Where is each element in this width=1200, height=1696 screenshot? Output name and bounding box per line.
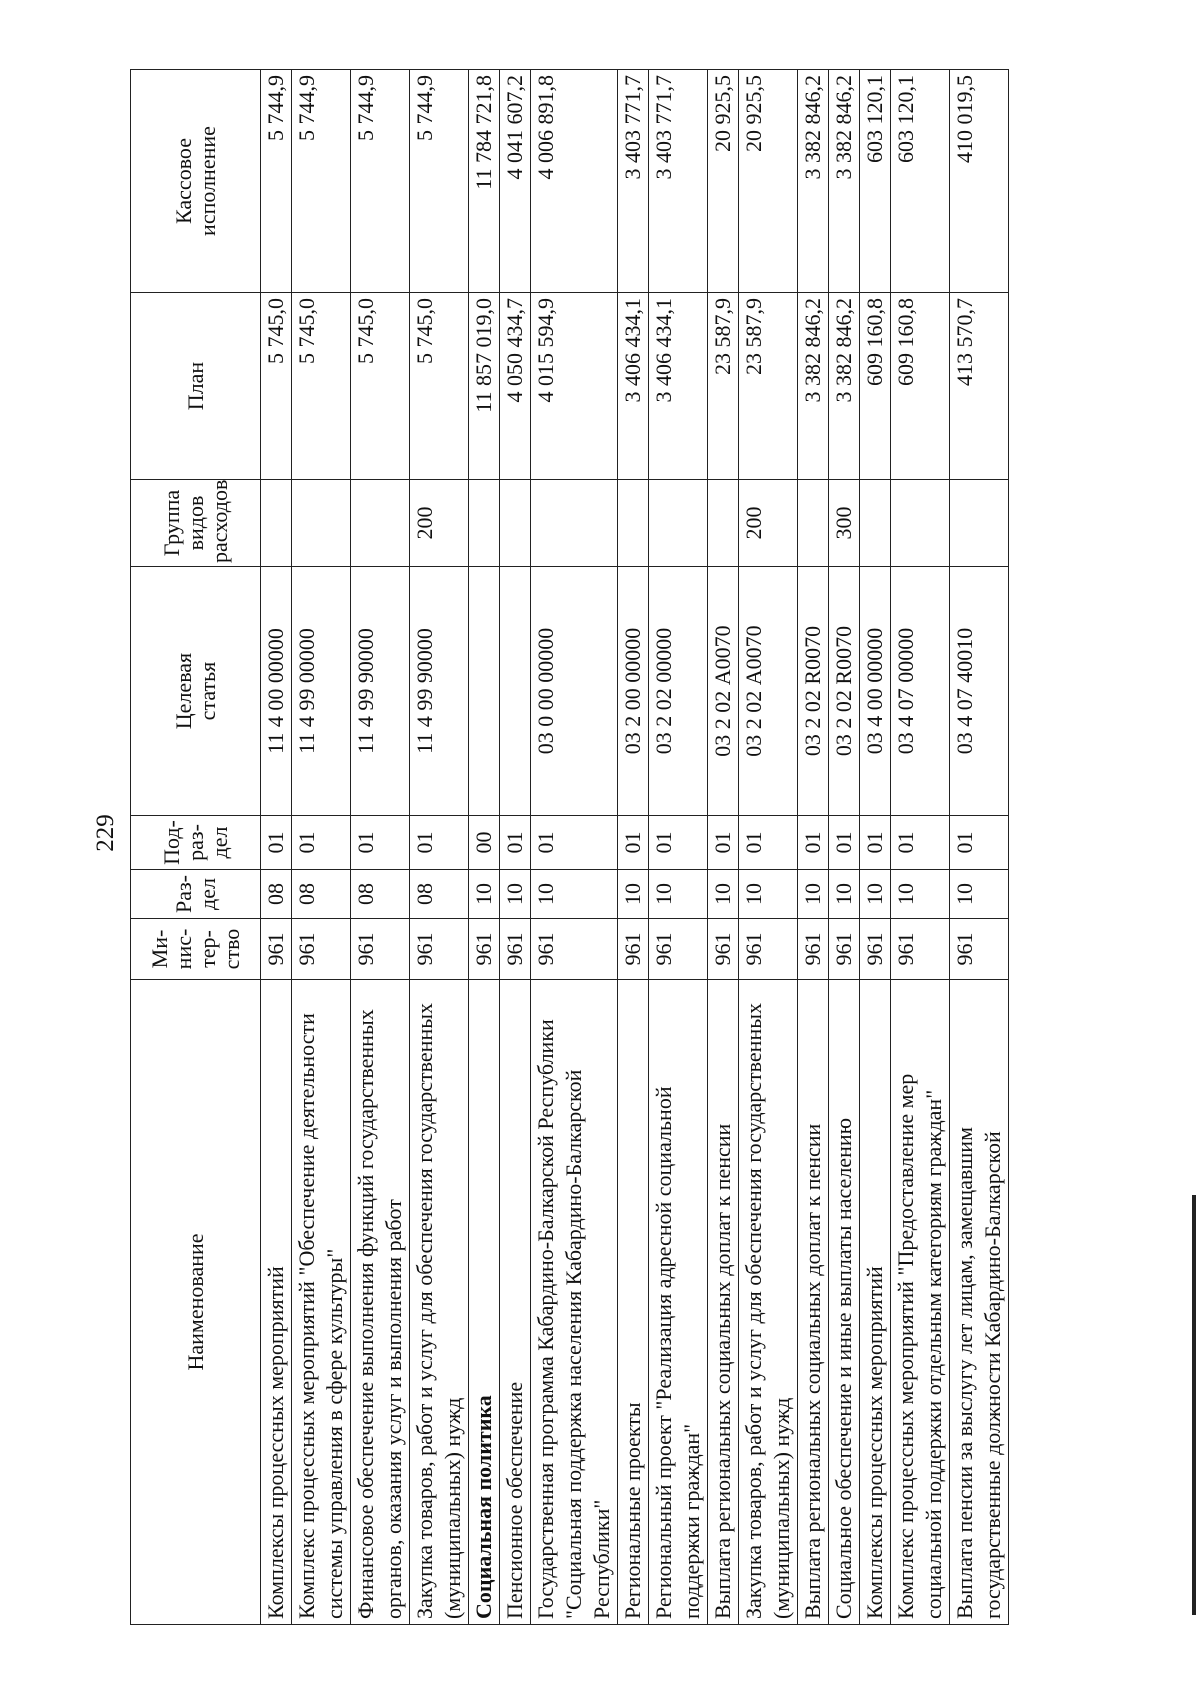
header-name xyxy=(131,980,261,1625)
cell-section: 08 xyxy=(261,870,292,919)
header-plan xyxy=(131,293,261,480)
cell-plan: 5 745,0 xyxy=(292,293,351,480)
header-label: Группа видов расходов xyxy=(158,479,232,563)
cell-ministry: 961 xyxy=(739,919,798,980)
table-row xyxy=(739,70,798,1625)
cell-group xyxy=(860,480,891,567)
cell-plan: 11 857 019,0 xyxy=(469,293,500,480)
cell-target: 11 4 00 00000 xyxy=(261,567,292,816)
cell-ministry: 961 xyxy=(351,919,410,980)
cell-ministry: 961 xyxy=(950,919,1009,980)
cell-ministry: 961 xyxy=(469,919,500,980)
cell-plan: 5 745,0 xyxy=(410,293,469,480)
cell-section: 10 xyxy=(531,870,618,919)
header-label: Ми- нис- тер- ство xyxy=(146,928,244,970)
table-row xyxy=(649,70,708,1625)
cell-target xyxy=(469,567,500,816)
cell-target: 03 4 07 40010 xyxy=(950,567,1009,816)
header-label: Раз- дел xyxy=(170,874,220,914)
cell-plan: 609 160,8 xyxy=(860,293,891,480)
cell-subsection: 01 xyxy=(739,816,798,870)
cell-subsection: 01 xyxy=(829,816,860,870)
cell-group: 200 xyxy=(739,480,798,567)
cell-section: 10 xyxy=(798,870,829,919)
cell-subsection: 01 xyxy=(531,816,618,870)
table-row xyxy=(292,70,351,1625)
cell-name: Выплата региональных социальных доплат к пенсии xyxy=(708,980,739,1625)
cell-target: 03 2 02 R0070 xyxy=(829,567,860,816)
cell-subsection: 01 xyxy=(292,816,351,870)
cell-name: Закупка товаров, работ и услуг для обеспечения государственных (муниципальных) нужд xyxy=(410,980,469,1625)
cell-ministry: 961 xyxy=(531,919,618,980)
cell-name: Региональные проекты xyxy=(618,980,649,1625)
cell-group xyxy=(351,480,410,567)
header-label: Под- раз- дел xyxy=(158,820,232,865)
header-section xyxy=(131,870,261,919)
table-row xyxy=(829,70,860,1625)
cell-name: Выплата пенсии за выслугу лет лицам, замещавшим государственные должности Кабардино-Балкарской xyxy=(950,980,1009,1625)
cell-group xyxy=(500,480,531,567)
cell-plan: 23 587,9 xyxy=(739,293,798,480)
cell-section: 10 xyxy=(950,870,1009,919)
cell-subsection: 01 xyxy=(500,816,531,870)
cell-cash: 20 925,5 xyxy=(708,70,739,293)
cell-subsection: 01 xyxy=(950,816,1009,870)
cell-target: 03 2 00 00000 xyxy=(618,567,649,816)
table-row xyxy=(261,70,292,1625)
cell-name: Комплексы процессных мероприятий xyxy=(860,980,891,1625)
cell-ministry: 961 xyxy=(829,919,860,980)
header-target xyxy=(131,567,261,816)
cell-cash: 3 403 771,7 xyxy=(618,70,649,293)
cell-subsection: 01 xyxy=(261,816,292,870)
cell-section: 10 xyxy=(618,870,649,919)
cell-section: 10 xyxy=(649,870,708,919)
cell-subsection: 01 xyxy=(618,816,649,870)
cell-target: 11 4 99 00000 xyxy=(292,567,351,816)
cell-section: 08 xyxy=(292,870,351,919)
cell-name: Пенсионное обеспечение xyxy=(500,980,531,1625)
cell-ministry: 961 xyxy=(860,919,891,980)
cell-group xyxy=(708,480,739,567)
table-row xyxy=(860,70,891,1625)
cell-section: 10 xyxy=(891,870,950,919)
table-body xyxy=(261,70,1009,1625)
cell-target: 03 4 00 00000 xyxy=(860,567,891,816)
cell-group xyxy=(469,480,500,567)
cell-name: Социальное обеспечение и иные выплаты населению xyxy=(829,980,860,1625)
cell-name: Региональный проект "Реализация адресной социальной поддержки граждан" xyxy=(649,980,708,1625)
cell-ministry: 961 xyxy=(798,919,829,980)
cell-name: Комплексы процессных мероприятий xyxy=(261,980,292,1625)
table-row xyxy=(950,70,1009,1625)
cell-section: 08 xyxy=(351,870,410,919)
cell-name: Закупка товаров, работ и услуг для обеспечения государственных (муниципальных) нужд xyxy=(739,980,798,1625)
header-label: Наименование xyxy=(182,1233,208,1371)
cell-ministry: 961 xyxy=(618,919,649,980)
cell-target: 03 4 07 00000 xyxy=(891,567,950,816)
cell-cash: 603 120,1 xyxy=(891,70,950,293)
cell-plan: 3 382 846,2 xyxy=(798,293,829,480)
cell-subsection: 01 xyxy=(891,816,950,870)
header-cash xyxy=(131,70,261,293)
cell-section: 10 xyxy=(469,870,500,919)
cell-subsection: 00 xyxy=(469,816,500,870)
cell-group: 300 xyxy=(829,480,860,567)
cell-cash: 4 006 891,8 xyxy=(531,70,618,293)
header-label: План xyxy=(182,361,208,411)
cell-section: 10 xyxy=(708,870,739,919)
cell-section: 10 xyxy=(829,870,860,919)
cell-target xyxy=(500,567,531,816)
table-row xyxy=(798,70,829,1625)
cell-ministry: 961 xyxy=(292,919,351,980)
cell-group xyxy=(292,480,351,567)
cell-ministry: 961 xyxy=(649,919,708,980)
cell-target: 03 2 02 А0070 xyxy=(739,567,798,816)
cell-name: Комплекс процессных мероприятий "Обеспечение деятельности системы управления в сфере культуры" xyxy=(292,980,351,1625)
cell-target: 03 2 02 00000 xyxy=(649,567,708,816)
cell-target: 11 4 99 90000 xyxy=(410,567,469,816)
cell-plan: 4 015 594,9 xyxy=(531,293,618,480)
cell-cash: 3 382 846,2 xyxy=(798,70,829,293)
cell-name: Финансовое обеспечение выполнения функций государственных органов, оказания услуг и выполнения работ xyxy=(351,980,410,1625)
cell-group xyxy=(261,480,292,567)
cell-subsection: 01 xyxy=(860,816,891,870)
budget-table xyxy=(130,69,1009,1625)
cell-cash: 410 019,5 xyxy=(950,70,1009,293)
cell-cash: 5 744,9 xyxy=(292,70,351,293)
cell-ministry: 961 xyxy=(261,919,292,980)
cell-group xyxy=(618,480,649,567)
cell-name: Комплекс процессных мероприятий "Предоставление мер социальной поддержки отдельным категориям граждан" xyxy=(891,980,950,1625)
header-label: Целевая статья xyxy=(170,652,220,730)
cell-section: 10 xyxy=(860,870,891,919)
cell-name: Выплата региональных социальных доплат к пенсии xyxy=(798,980,829,1625)
cell-plan: 23 587,9 xyxy=(708,293,739,480)
cell-group xyxy=(649,480,708,567)
cell-plan: 413 570,7 xyxy=(950,293,1009,480)
cell-ministry: 961 xyxy=(891,919,950,980)
cell-ministry: 961 xyxy=(708,919,739,980)
table-row xyxy=(618,70,649,1625)
cell-plan: 5 745,0 xyxy=(351,293,410,480)
cell-cash: 5 744,9 xyxy=(351,70,410,293)
table-row xyxy=(500,70,531,1625)
cell-plan: 4 050 434,7 xyxy=(500,293,531,480)
cell-subsection: 01 xyxy=(649,816,708,870)
cell-group xyxy=(950,480,1009,567)
header-label: Кассовое исполнение xyxy=(170,126,220,236)
cell-cash: 20 925,5 xyxy=(739,70,798,293)
cell-ministry: 961 xyxy=(410,919,469,980)
cell-plan: 3 406 434,1 xyxy=(649,293,708,480)
cell-cash: 5 744,9 xyxy=(261,70,292,293)
cell-target: 03 0 00 00000 xyxy=(531,567,618,816)
cell-plan: 609 160,8 xyxy=(891,293,950,480)
cell-group xyxy=(531,480,618,567)
cell-section: 08 xyxy=(410,870,469,919)
scan-edge-mark xyxy=(1192,1195,1196,1615)
cell-cash: 11 784 721,8 xyxy=(469,70,500,293)
cell-name: Социальная политика xyxy=(469,980,500,1625)
cell-plan: 3 406 434,1 xyxy=(618,293,649,480)
table-row xyxy=(708,70,739,1625)
cell-section: 10 xyxy=(500,870,531,919)
cell-group xyxy=(891,480,950,567)
table-row xyxy=(351,70,410,1625)
cell-plan: 5 745,0 xyxy=(261,293,292,480)
cell-group xyxy=(798,480,829,567)
cell-cash: 4 041 607,2 xyxy=(500,70,531,293)
cell-subsection: 01 xyxy=(351,816,410,870)
cell-plan: 3 382 846,2 xyxy=(829,293,860,480)
cell-section: 10 xyxy=(739,870,798,919)
cell-subsection: 01 xyxy=(410,816,469,870)
header-row xyxy=(131,70,261,1625)
header-group xyxy=(131,480,261,567)
cell-target: 11 4 99 90000 xyxy=(351,567,410,816)
header-ministry xyxy=(131,919,261,980)
rotated-table-container xyxy=(130,70,1088,1625)
cell-ministry: 961 xyxy=(500,919,531,980)
cell-cash: 3 403 771,7 xyxy=(649,70,708,293)
cell-target: 03 2 02 R0070 xyxy=(798,567,829,816)
cell-name: Государственная программа Кабардино-Балкарской Республики "Социальная поддержка населения Кабардино-Балкарской Республики" xyxy=(531,980,618,1625)
cell-cash: 3 382 846,2 xyxy=(829,70,860,293)
table-row xyxy=(410,70,469,1625)
cell-target: 03 2 02 А0070 xyxy=(708,567,739,816)
cell-cash: 5 744,9 xyxy=(410,70,469,293)
table-row xyxy=(891,70,950,1625)
header-subsection xyxy=(131,816,261,870)
table-row xyxy=(469,70,500,1625)
table-row xyxy=(531,70,618,1625)
cell-subsection: 01 xyxy=(708,816,739,870)
page-number: 229 xyxy=(92,814,119,852)
cell-group: 200 xyxy=(410,480,469,567)
cell-cash: 603 120,1 xyxy=(860,70,891,293)
cell-subsection: 01 xyxy=(798,816,829,870)
